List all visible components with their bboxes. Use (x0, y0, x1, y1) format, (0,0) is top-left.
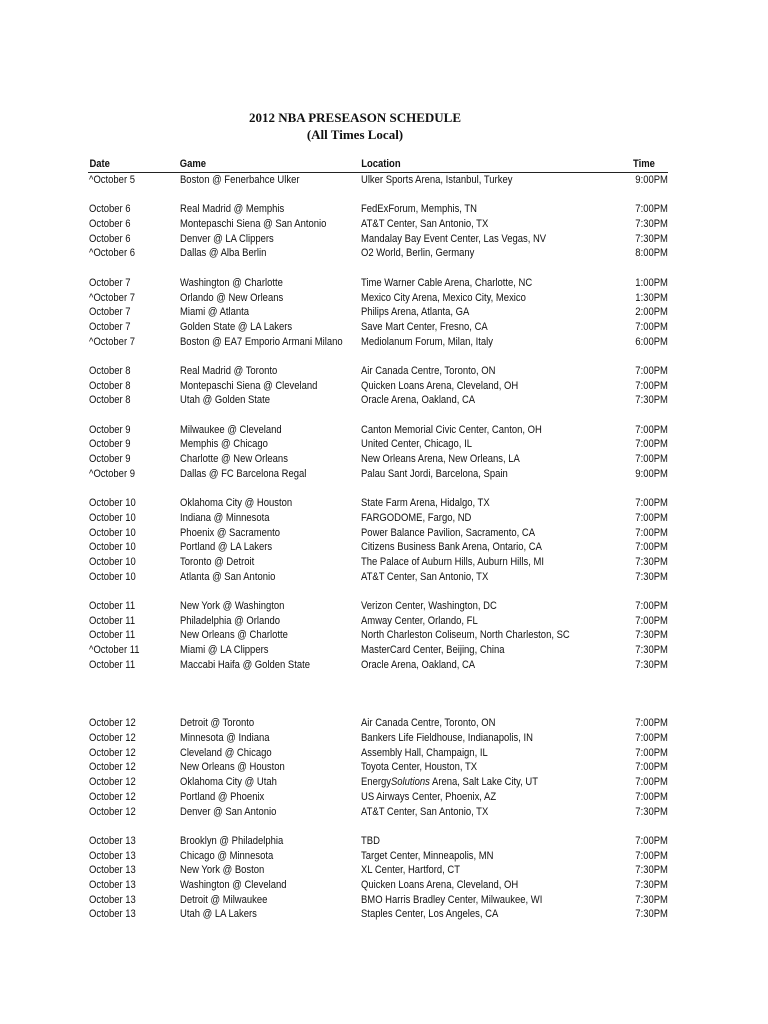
table-row (0, 907, 768, 922)
cell-time: 7:00PM (635, 379, 668, 392)
cell-date: October 10 (89, 526, 136, 539)
cell-game: Boston @ EA7 Emporio Armani Milano (180, 335, 343, 348)
cell-game: Montepaschi Siena @ San Antonio (180, 218, 327, 231)
group-spacer (0, 584, 768, 599)
cell-time: 7:30PM (635, 893, 668, 906)
cell-date: October 12 (89, 732, 136, 745)
cell-date: October 7 (89, 276, 131, 289)
cell-game: Real Madrid @ Memphis (180, 203, 285, 216)
cell-location: AT&T Center, San Antonio, TX (361, 805, 489, 818)
cell-time: 7:00PM (635, 790, 668, 803)
cell-game: Montepaschi Siena @ Cleveland (180, 379, 318, 392)
cell-location: Oracle Arena, Oakland, CA (361, 658, 476, 671)
cell-location: EnergySolutions Arena, Salt Lake City, UT (361, 776, 539, 789)
header-game: Game (179, 158, 207, 170)
cell-date: October 9 (89, 453, 131, 466)
cell-date: October 6 (89, 218, 131, 231)
cell-time: 6:00PM (635, 335, 668, 348)
cell-game: Real Madrid @ Toronto (180, 364, 278, 377)
cell-time: 7:00PM (635, 364, 668, 377)
cell-location: Philips Arena, Atlanta, GA (361, 306, 470, 319)
cell-location: FARGODOME, Fargo, ND (361, 511, 472, 524)
cell-time: 7:30PM (635, 232, 668, 245)
cell-location: BMO Harris Bradley Center, Milwaukee, WI (361, 893, 543, 906)
cell-date: October 12 (89, 746, 136, 759)
cell-date: October 13 (89, 908, 136, 921)
table-row (0, 217, 768, 232)
cell-location: Save Mart Center, Fresno, CA (361, 320, 488, 333)
table-row (0, 423, 768, 438)
cell-time: 7:30PM (635, 864, 668, 877)
table-row (0, 555, 768, 570)
group-spacer (0, 819, 768, 834)
cell-date: ^October 9 (89, 467, 135, 480)
table-row (0, 746, 768, 761)
cell-date: October 8 (89, 394, 131, 407)
table-row (0, 716, 768, 731)
cell-time: 7:30PM (635, 629, 668, 642)
cell-game: Miami @ Atlanta (180, 306, 250, 319)
cell-location: TBD (361, 834, 380, 847)
cell-game: Golden State @ LA Lakers (180, 320, 293, 333)
cell-location: North Charleston Coliseum, North Charleston, SC (361, 629, 570, 642)
cell-time: 7:00PM (635, 497, 668, 510)
cell-game: Washington @ Cleveland (180, 878, 287, 891)
cell-time: 7:30PM (635, 908, 668, 921)
cell-location: Ulker Sports Arena, Istanbul, Turkey (361, 174, 513, 186)
cell-date: October 8 (89, 379, 131, 392)
cell-time: 7:30PM (635, 218, 668, 231)
cell-time: 7:00PM (635, 511, 668, 524)
cell-date: October 11 (89, 599, 136, 612)
table-row (0, 878, 768, 893)
table-row (0, 760, 768, 775)
table-row (0, 276, 768, 291)
cell-game: Chicago @ Minnesota (180, 849, 274, 862)
table-row (0, 599, 768, 614)
table-row (0, 570, 768, 585)
cell-game: Boston @ Fenerbahce Ulker (180, 174, 300, 186)
cell-game: Dallas @ Alba Berlin (180, 247, 267, 260)
cell-game: New Orleans @ Houston (180, 761, 285, 774)
cell-location: Assembly Hall, Champaign, IL (361, 746, 488, 759)
cell-time: 1:00PM (635, 276, 668, 289)
cell-time: 7:00PM (635, 761, 668, 774)
cell-time: 7:00PM (635, 732, 668, 745)
cell-date: October 10 (89, 511, 136, 524)
table-row (0, 379, 768, 394)
cell-date: October 11 (89, 629, 136, 642)
group-spacer (0, 672, 768, 716)
cell-game: Portland @ Phoenix (180, 790, 265, 803)
table-row (0, 834, 768, 849)
cell-game: Detroit @ Toronto (180, 717, 255, 730)
cell-time: 9:00PM (635, 467, 668, 480)
cell-location: Time Warner Cable Arena, Charlotte, NC (361, 276, 533, 289)
cell-location: Bankers Life Fieldhouse, Indianapolis, IN (361, 732, 533, 745)
table-row (0, 614, 768, 629)
table-row (0, 320, 768, 335)
cell-game: Brooklyn @ Philadelphia (180, 834, 284, 847)
cell-date: October 11 (89, 614, 136, 627)
table-row (0, 658, 768, 673)
cell-location: Oracle Arena, Oakland, CA (361, 394, 476, 407)
table-row (0, 335, 768, 350)
table-row (0, 628, 768, 643)
cell-location: AT&T Center, San Antonio, TX (361, 218, 489, 231)
table-row (0, 863, 768, 878)
cell-date: October 6 (89, 203, 131, 216)
cell-game: Dallas @ FC Barcelona Regal (180, 467, 307, 480)
cell-location: Staples Center, Los Angeles, CA (361, 908, 499, 921)
cell-date: October 6 (89, 232, 131, 245)
cell-location: New Orleans Arena, New Orleans, LA (361, 453, 520, 466)
cell-location: The Palace of Auburn Hills, Auburn Hills, MI (361, 555, 544, 568)
cell-date: October 13 (89, 849, 136, 862)
cell-game: New York @ Washington (180, 599, 285, 612)
table-row (0, 511, 768, 526)
table-row (0, 540, 768, 555)
cell-date: October 13 (89, 878, 136, 891)
table-row (0, 173, 768, 188)
table-row (0, 893, 768, 908)
table-row (0, 246, 768, 261)
cell-date: October 10 (89, 555, 136, 568)
table-row (0, 393, 768, 408)
cell-time: 1:30PM (635, 291, 668, 304)
cell-time: 7:00PM (635, 599, 668, 612)
cell-time: 7:30PM (635, 878, 668, 891)
cell-time: 7:00PM (635, 776, 668, 789)
cell-location: US Airways Center, Phoenix, AZ (361, 790, 497, 803)
cell-date: October 13 (89, 864, 136, 877)
cell-game: Atlanta @ San Antonio (180, 570, 276, 583)
cell-location: Verizon Center, Washington, DC (361, 599, 497, 612)
group-spacer (0, 408, 768, 423)
cell-time: 7:00PM (635, 834, 668, 847)
cell-location: XL Center, Hartford, CT (361, 864, 461, 877)
cell-location: Canton Memorial Civic Center, Canton, OH (361, 423, 542, 436)
cell-game: Oklahoma City @ Utah (180, 776, 277, 789)
table-row (0, 643, 768, 658)
cell-game: Detroit @ Milwaukee (180, 893, 268, 906)
cell-game: Denver @ San Antonio (180, 805, 277, 818)
table-row (0, 805, 768, 820)
cell-time: 7:30PM (635, 570, 668, 583)
cell-game: Minnesota @ Indiana (180, 732, 270, 745)
cell-location: Air Canada Centre, Toronto, ON (361, 364, 496, 377)
cell-location: Mexico City Arena, Mexico City, Mexico (361, 291, 526, 304)
cell-date: October 9 (89, 438, 131, 451)
header-time: Time (632, 158, 655, 170)
cell-date: October 7 (89, 320, 131, 333)
cell-location: MasterCard Center, Beijing, China (361, 644, 505, 656)
cell-date: October 12 (89, 776, 136, 789)
cell-location: Quicken Loans Arena, Cleveland, OH (361, 878, 519, 891)
cell-location: Palau Sant Jordi, Barcelona, Spain (361, 467, 508, 480)
cell-game: Orlando @ New Orleans (180, 291, 284, 304)
cell-time: 7:00PM (635, 746, 668, 759)
cell-location: United Center, Chicago, IL (361, 438, 472, 451)
cell-game: Utah @ LA Lakers (180, 908, 257, 921)
cell-time: 7:00PM (635, 849, 668, 862)
table-row (0, 731, 768, 746)
cell-game: Portland @ LA Lakers (180, 541, 273, 554)
cell-game: New York @ Boston (180, 864, 265, 877)
cell-time: 7:00PM (635, 423, 668, 436)
group-spacer (0, 349, 768, 364)
cell-date: October 10 (89, 570, 136, 583)
table-row (0, 364, 768, 379)
cell-date: October 7 (89, 306, 131, 319)
cell-time: 7:30PM (635, 658, 668, 671)
cell-time: 8:00PM (635, 247, 668, 260)
cell-location: FedExForum, Memphis, TN (361, 203, 478, 216)
table-row (0, 232, 768, 247)
table-row (0, 467, 768, 482)
cell-location: State Farm Arena, Hidalgo, TX (361, 497, 490, 510)
table-row (0, 437, 768, 452)
cell-game: Phoenix @ Sacramento (180, 526, 281, 539)
table-header (0, 158, 660, 172)
group-spacer (0, 481, 768, 496)
page-subtitle: (All Times Local) (306, 127, 404, 142)
cell-game: Washington @ Charlotte (180, 276, 283, 289)
cell-date: ^October 7 (89, 335, 135, 348)
cell-game: Maccabi Haifa @ Golden State (180, 658, 311, 671)
cell-time: 7:00PM (635, 438, 668, 451)
cell-game: Toronto @ Detroit (180, 555, 255, 568)
cell-date: ^October 5 (89, 174, 135, 186)
cell-date: October 13 (89, 893, 136, 906)
group-spacer (0, 188, 768, 203)
cell-location: Amway Center, Orlando, FL (361, 614, 478, 627)
cell-location: Power Balance Pavilion, Sacramento, CA (361, 526, 536, 539)
cell-location: Target Center, Minneapolis, MN (361, 849, 494, 862)
cell-time: 7:00PM (635, 453, 668, 466)
cell-date: ^October 7 (89, 291, 135, 304)
cell-location: Mandalay Bay Event Center, Las Vegas, NV (361, 232, 547, 245)
table-row (0, 790, 768, 805)
cell-date: ^October 11 (89, 644, 140, 656)
cell-time: 7:30PM (635, 394, 668, 407)
cell-game: Miami @ LA Clippers (180, 644, 269, 656)
cell-date: October 12 (89, 761, 136, 774)
cell-time: 7:00PM (635, 717, 668, 730)
cell-time: 7:00PM (635, 320, 668, 333)
cell-location: O2 World, Berlin, Germany (361, 247, 475, 260)
header-date: Date (89, 158, 110, 170)
cell-time: 2:00PM (635, 306, 668, 319)
cell-location: Quicken Loans Arena, Cleveland, OH (361, 379, 519, 392)
cell-time: 7:30PM (635, 644, 668, 656)
cell-date: October 13 (89, 834, 136, 847)
cell-time: 7:30PM (635, 555, 668, 568)
cell-date: ^October 6 (89, 247, 135, 260)
cell-game: Milwaukee @ Cleveland (180, 423, 282, 436)
table-row (0, 496, 768, 511)
cell-time: 7:00PM (635, 203, 668, 216)
cell-game: Indiana @ Minnesota (180, 511, 270, 524)
table-row (0, 452, 768, 467)
cell-game: Charlotte @ New Orleans (180, 453, 288, 466)
cell-game: New Orleans @ Charlotte (180, 629, 288, 642)
cell-game: Utah @ Golden State (180, 394, 271, 407)
cell-time: 7:30PM (635, 805, 668, 818)
schedule-table (0, 173, 768, 922)
cell-location: AT&T Center, San Antonio, TX (361, 570, 489, 583)
cell-location: Air Canada Centre, Toronto, ON (361, 717, 496, 730)
table-row (0, 775, 768, 790)
cell-game: Philadelphia @ Orlando (180, 614, 281, 627)
cell-date: October 12 (89, 790, 136, 803)
cell-time: 9:00PM (635, 174, 668, 186)
cell-date: October 8 (89, 364, 131, 377)
cell-game: Oklahoma City @ Houston (180, 497, 293, 510)
table-row (0, 291, 768, 306)
table-row (0, 202, 768, 217)
group-spacer (0, 261, 768, 276)
cell-date: October 11 (89, 658, 136, 671)
cell-game: Cleveland @ Chicago (180, 746, 272, 759)
page-title: 2012 NBA PRESEASON SCHEDULE (248, 110, 462, 125)
cell-game: Denver @ LA Clippers (180, 232, 274, 245)
cell-date: October 12 (89, 805, 136, 818)
cell-date: October 12 (89, 717, 136, 730)
cell-date: October 10 (89, 497, 136, 510)
cell-time: 7:00PM (635, 614, 668, 627)
cell-time: 7:00PM (635, 541, 668, 554)
cell-location: Toyota Center, Houston, TX (361, 761, 478, 774)
table-row (0, 526, 768, 541)
table-row (0, 305, 768, 320)
cell-game: Memphis @ Chicago (180, 438, 268, 451)
cell-date: October 9 (89, 423, 131, 436)
cell-location: Mediolanum Forum, Milan, Italy (361, 335, 493, 348)
cell-date: October 10 (89, 541, 136, 554)
header-location: Location (361, 158, 401, 170)
table-row (0, 849, 768, 864)
cell-time: 7:00PM (635, 526, 668, 539)
cell-location: Citizens Business Bank Arena, Ontario, CA (361, 541, 542, 554)
